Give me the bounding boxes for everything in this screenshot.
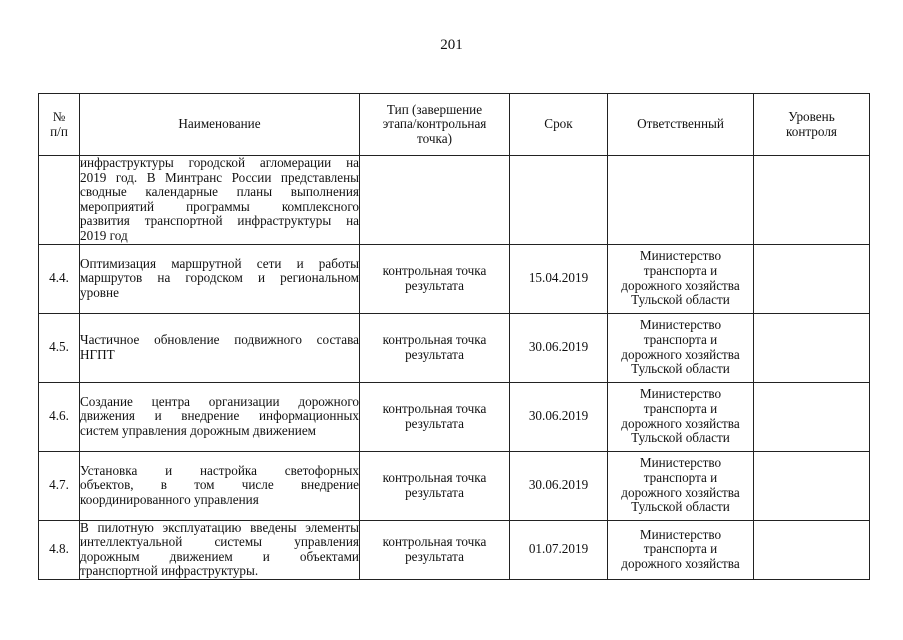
- row-number: 4.5.: [39, 313, 80, 382]
- row-type-line: результата: [405, 346, 464, 362]
- row-responsible-line: транспорта и: [643, 262, 718, 278]
- header-type: [360, 94, 510, 156]
- header-level-line: Уровень: [788, 108, 835, 124]
- row-type-line: результата: [405, 277, 464, 293]
- row-responsible-line: транспорта и: [643, 400, 718, 416]
- row-responsible-line: Министерство: [639, 248, 722, 264]
- row-name-line: Оптимизация маршрутной сети и работы: [80, 255, 359, 271]
- row-name-line: 2019 год: [80, 227, 128, 243]
- row-responsible-line: дорожного хозяйства: [621, 346, 740, 362]
- row-responsible-line: транспорта и: [643, 541, 718, 557]
- row-type-line: контрольная точка: [382, 331, 487, 347]
- row-responsible-line: дорожного хозяйства: [621, 556, 740, 572]
- header-responsible: Ответственный: [608, 94, 754, 156]
- table-row: [39, 382, 870, 451]
- row-name-line: развития транспортной инфраструктуры на: [80, 213, 359, 229]
- row-responsible-line: дорожного хозяйства: [621, 415, 740, 431]
- row-level: [754, 382, 870, 451]
- row-level: [754, 313, 870, 382]
- row-name: [80, 313, 360, 382]
- header-type-line: Тип (завершение: [386, 101, 483, 117]
- row-name-line: сводные календарные планы выполнения: [80, 184, 359, 200]
- header-num: [39, 94, 80, 156]
- row-level: [754, 244, 870, 313]
- row-name: [80, 451, 360, 520]
- table-row: [39, 244, 870, 313]
- row-name-line: Частичное обновление подвижного состава: [80, 331, 359, 347]
- row-name-line: Создание центра организации дорожного: [80, 393, 359, 409]
- header-num-line: п/п: [50, 123, 68, 139]
- row-number: 4.7.: [39, 451, 80, 520]
- row-name-line: транспортной инфраструктуры.: [80, 563, 259, 579]
- table-row: [39, 520, 870, 579]
- header-level: [754, 94, 870, 156]
- header-type-line: точка): [417, 130, 452, 146]
- table-row: [39, 313, 870, 382]
- row-name-line: интеллектуальной системы управления: [80, 534, 359, 550]
- row-type-line: результата: [405, 484, 464, 500]
- header-num-line: №: [52, 108, 66, 124]
- row-deadline: [510, 156, 608, 245]
- row-responsible: [608, 382, 754, 451]
- row-responsible: [608, 156, 754, 245]
- row-deadline: 30.06.2019: [510, 382, 608, 451]
- row-responsible: [608, 244, 754, 313]
- row-type: [360, 156, 510, 245]
- row-name-line: Установка и настройка светофорных: [80, 462, 359, 478]
- row-responsible-line: транспорта и: [643, 331, 718, 347]
- row-level: [754, 520, 870, 579]
- row-name: [80, 156, 360, 245]
- row-name-line: объектов, в том числе внедрение: [80, 477, 359, 493]
- row-name-line: НГПТ: [80, 346, 115, 362]
- header-level-line: контроля: [786, 123, 837, 139]
- row-deadline: 30.06.2019: [510, 451, 608, 520]
- row-responsible-line: Тульской области: [631, 499, 730, 515]
- row-responsible-line: Министерство: [639, 526, 722, 542]
- row-type: [360, 520, 510, 579]
- row-name: [80, 244, 360, 313]
- row-responsible-line: Министерство: [639, 317, 722, 333]
- row-number: 4.4.: [39, 244, 80, 313]
- row-name-line: движения и внедрение информационных: [80, 408, 359, 424]
- page-number: 201: [440, 37, 463, 53]
- row-deadline: 30.06.2019: [510, 313, 608, 382]
- row-name-line: мероприятий программы комплексного: [80, 198, 359, 214]
- row-responsible-line: Тульской области: [631, 361, 730, 377]
- row-type: [360, 382, 510, 451]
- row-name-line: координированного управления: [80, 491, 259, 507]
- row-type-line: контрольная точка: [382, 534, 487, 550]
- row-name-line: 2019 год. В Минтранс России представлены: [80, 169, 359, 185]
- row-number: 4.8.: [39, 520, 80, 579]
- row-type-line: результата: [405, 548, 464, 564]
- row-responsible-line: дорожного хозяйства: [621, 484, 740, 500]
- table-row: [39, 451, 870, 520]
- row-name-line: маршрутов на городском и региональном: [80, 270, 359, 286]
- header-name: Наименование: [80, 94, 360, 156]
- row-level: [754, 156, 870, 245]
- row-type-line: контрольная точка: [382, 400, 487, 416]
- row-name-line: систем управления дорожным движением: [80, 422, 317, 438]
- row-type: [360, 451, 510, 520]
- row-type-line: контрольная точка: [382, 469, 487, 485]
- row-deadline: 01.07.2019: [510, 520, 608, 579]
- row-type: [360, 244, 510, 313]
- control-points-table: [38, 93, 870, 580]
- row-responsible-line: дорожного хозяйства: [621, 277, 740, 293]
- row-responsible-line: Тульской области: [631, 292, 730, 308]
- row-name-line: инфраструктуры городской агломерации на: [80, 155, 359, 170]
- row-name-line: В пилотную эксплуатацию введены элементы: [80, 519, 359, 535]
- header-deadline: Срок: [510, 94, 608, 156]
- row-name-line: уровне: [80, 284, 119, 300]
- row-responsible-line: Министерство: [639, 386, 722, 402]
- row-responsible-line: Тульской области: [631, 430, 730, 446]
- row-deadline: 15.04.2019: [510, 244, 608, 313]
- table-header-row: [39, 94, 870, 156]
- row-name-line: дорожным движением и объектами: [80, 548, 359, 564]
- row-name: [80, 520, 360, 579]
- row-name: [80, 382, 360, 451]
- row-number: [39, 156, 80, 245]
- row-responsible-line: Министерство: [639, 455, 722, 471]
- row-responsible: [608, 313, 754, 382]
- table-row: [39, 156, 870, 245]
- row-responsible: [608, 451, 754, 520]
- row-type: [360, 313, 510, 382]
- row-responsible: [608, 520, 754, 579]
- row-type-line: контрольная точка: [382, 262, 487, 278]
- header-type-line: этапа/контрольная: [382, 116, 487, 132]
- row-number: 4.6.: [39, 382, 80, 451]
- row-type-line: результата: [405, 415, 464, 431]
- row-responsible-line: транспорта и: [643, 469, 718, 485]
- row-level: [754, 451, 870, 520]
